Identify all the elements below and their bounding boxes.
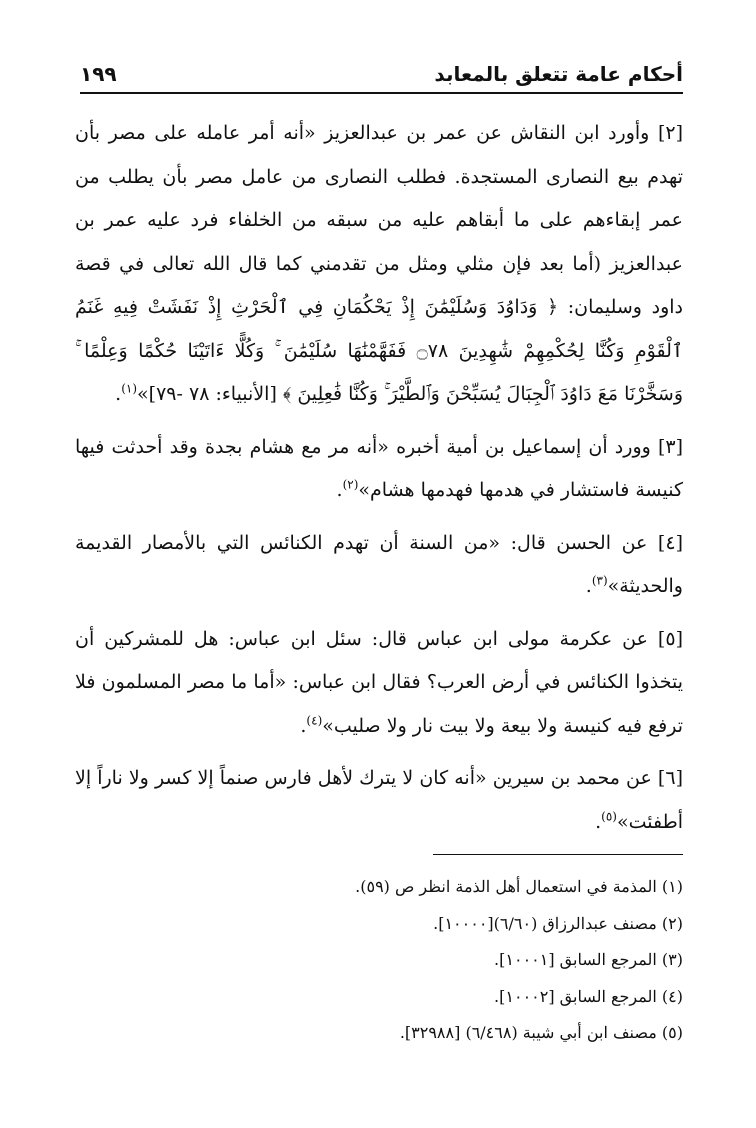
paragraph-end: . <box>595 810 602 833</box>
paragraph-end: . <box>300 714 307 737</box>
footnote-4: (٤) المرجع السابق [١٠٠٠٢]. <box>494 986 683 1006</box>
footnote-ref: (٣) <box>591 573 608 588</box>
paragraph-3 <box>75 426 683 513</box>
paragraph-end: . <box>336 479 343 501</box>
footnote-1: (١) المذمة في استعمال أهل الذمة انظر ص (٥٩). <box>355 877 683 896</box>
paragraph-end: . <box>585 575 592 597</box>
paragraph-5 <box>75 618 683 749</box>
paragraph-text: [٦] عن محمد بن سيرين «أنه كان لا يترك لأهل فارس صنماً إلا كسر ولا ناراً إلا أطفئت» <box>75 767 683 833</box>
footnote-3: (٣) المرجع السابق [١٠٠٠١]. <box>494 950 683 969</box>
footnote-ref: (١) <box>121 381 138 396</box>
footnote-2: (٢) مصنف عبدالرزاق (٦/٦٠)[١٠٠٠٠]. <box>433 913 683 933</box>
footnote-5: (٥) مصنف ابن أبي شيبة (٦/٤٦٨) [٣٢٩٨٨]. <box>399 1023 683 1042</box>
main-text <box>75 112 683 853</box>
footnote-ref: (٥) <box>601 809 617 824</box>
paragraph-text: [٣] وورد أن إسماعيل بن أمية أخبره «أنه مر مع هشام بجدة وقد أحدثت فيها كنيسة فاستشار في هدمها فهدمها هشام» <box>75 435 683 501</box>
footnote-ref: (٤) <box>306 713 323 728</box>
running-title: أحكام عامة تتعلق بالمعابد <box>434 62 683 86</box>
page-number: ١٩٩ <box>80 62 117 86</box>
paragraph-2 <box>75 112 683 417</box>
footnote-divider <box>433 854 683 855</box>
paragraph-text: [٤] عن الحسن قال: «من السنة أن تهدم الكنائس التي بالأمصار القديمة والحديثة» <box>75 531 683 597</box>
footnotes <box>260 869 683 1052</box>
footnote-ref: (٢) <box>342 477 359 492</box>
paragraph-6 <box>75 757 683 844</box>
paragraph-text: [٢] وأورد ابن النقاش عن عمر بن عبدالعزيز «أنه أمر عامله على مصر بأن تهدم بيع النصارى المستجدة. فطلب النصارى من عامل مصر بأن يطلب من عمر إبقاءهم على ما أبقاهم عليه من سبقه من الخلفاء فرد عليه عمر بن عبدالعزيز (أما بعد فإن مثلي ومثل من تقدمني كما قال الله تعالى في قصة داود وسليمان: ﴿ وَدَاوُدَ وَسُلَيْمَٰنَ إِذْ يَحْكُمَانِ فِي ٱلْحَرْثِ إِذْ نَفَشَتْ فِيهِ غَنَمُ ٱلْقَوْمِ وَكُنَّا لِحُكْمِهِمْ شَٰهِدِينَ ۝٧٨ فَفَهَّمْنَٰهَا سُلَيْمَٰنَ ۚ وَكُلًّا ءَاتَيْنَا حُكْمًا وَعِلْمًا ۚ وَسَخَّرْنَا مَعَ دَاوُدَ ٱلْجِبَالَ يُسَبِّحْنَ وَٱلطَّيْرَ ۚ وَكُنَّا فَٰعِلِينَ ﴾ [الأنبياء: ٧٨ -٧٩]» <box>75 122 684 405</box>
paragraph-4 <box>75 522 683 609</box>
page-header <box>80 48 683 94</box>
paragraph-end: . <box>115 383 122 405</box>
paragraph-text: [٥] عن عكرمة مولى ابن عباس قال: سئل ابن عباس: هل للمشركين أن يتخذوا الكنائس في أرض العرب؟ فقال ابن عباس: «أما ما مصر المسلمون فلا ترفع فيه كنيسة ولا بيعة ولا بيت نار ولا صليب» <box>75 627 683 737</box>
